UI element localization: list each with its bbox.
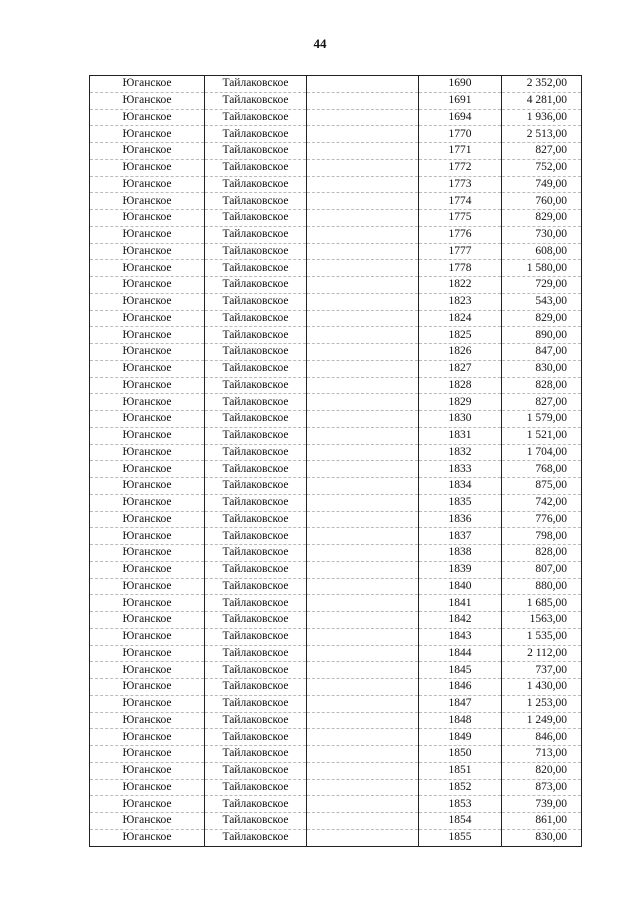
field-cell: Юганское — [90, 746, 205, 763]
blank-cell — [307, 712, 419, 729]
field-cell: Юганское — [90, 327, 205, 344]
table-row — [90, 76, 582, 93]
field-cell: Юганское — [90, 411, 205, 428]
blank-cell — [307, 511, 419, 528]
deposit-cell: Тайлаковское — [205, 126, 307, 143]
table-row — [90, 143, 582, 160]
deposit-cell: Тайлаковское — [205, 494, 307, 511]
deposit-cell: Тайлаковское — [205, 729, 307, 746]
amount-cell: 749,00 — [502, 176, 582, 193]
well-number-cell: 1824 — [419, 310, 502, 327]
blank-cell — [307, 411, 419, 428]
deposit-cell: Тайлаковское — [205, 293, 307, 310]
deposit-cell: Тайлаковское — [205, 645, 307, 662]
well-number-cell: 1829 — [419, 394, 502, 411]
amount-cell: 829,00 — [502, 210, 582, 227]
well-number-cell: 1835 — [419, 494, 502, 511]
deposit-cell: Тайлаковское — [205, 193, 307, 210]
table-row — [90, 796, 582, 813]
amount-cell: 861,00 — [502, 813, 582, 830]
blank-cell — [307, 578, 419, 595]
deposit-cell: Тайлаковское — [205, 779, 307, 796]
amount-cell: 1 535,00 — [502, 628, 582, 645]
field-cell: Юганское — [90, 226, 205, 243]
field-cell: Юганское — [90, 76, 205, 93]
well-number-cell: 1691 — [419, 92, 502, 109]
table-row — [90, 461, 582, 478]
deposit-cell: Тайлаковское — [205, 360, 307, 377]
deposit-cell: Тайлаковское — [205, 478, 307, 495]
blank-cell — [307, 813, 419, 830]
table-row — [90, 628, 582, 645]
field-cell: Юганское — [90, 561, 205, 578]
blank-cell — [307, 243, 419, 260]
table-row — [90, 260, 582, 277]
deposit-cell: Тайлаковское — [205, 796, 307, 813]
field-cell: Юганское — [90, 159, 205, 176]
table-row — [90, 695, 582, 712]
table-row — [90, 310, 582, 327]
amount-cell: 1 253,00 — [502, 695, 582, 712]
field-cell: Юганское — [90, 813, 205, 830]
deposit-cell: Тайлаковское — [205, 545, 307, 562]
table-row — [90, 595, 582, 612]
blank-cell — [307, 595, 419, 612]
table-row — [90, 293, 582, 310]
amount-cell: 827,00 — [502, 394, 582, 411]
table-row — [90, 511, 582, 528]
blank-cell — [307, 193, 419, 210]
blank-cell — [307, 327, 419, 344]
well-number-cell: 1847 — [419, 695, 502, 712]
blank-cell — [307, 176, 419, 193]
amount-cell: 829,00 — [502, 310, 582, 327]
deposit-cell: Тайлаковское — [205, 344, 307, 361]
table-row — [90, 561, 582, 578]
well-number-cell: 1827 — [419, 360, 502, 377]
blank-cell — [307, 561, 419, 578]
field-cell: Юганское — [90, 176, 205, 193]
well-number-cell: 1843 — [419, 628, 502, 645]
table-row — [90, 92, 582, 109]
blank-cell — [307, 427, 419, 444]
table-row — [90, 360, 582, 377]
deposit-cell: Тайлаковское — [205, 377, 307, 394]
deposit-cell: Тайлаковское — [205, 226, 307, 243]
table-row — [90, 779, 582, 796]
field-cell: Юганское — [90, 612, 205, 629]
table-row — [90, 478, 582, 495]
amount-cell: 875,00 — [502, 478, 582, 495]
field-cell: Юганское — [90, 779, 205, 796]
well-number-cell: 1837 — [419, 528, 502, 545]
deposit-cell: Тайлаковское — [205, 411, 307, 428]
field-cell: Юганское — [90, 427, 205, 444]
deposit-cell: Тайлаковское — [205, 159, 307, 176]
amount-cell: 739,00 — [502, 796, 582, 813]
table-row — [90, 226, 582, 243]
amount-cell: 890,00 — [502, 327, 582, 344]
amount-cell: 880,00 — [502, 578, 582, 595]
table-row — [90, 494, 582, 511]
table-row — [90, 545, 582, 562]
deposit-cell: Тайлаковское — [205, 813, 307, 830]
deposit-cell: Тайлаковское — [205, 561, 307, 578]
blank-cell — [307, 796, 419, 813]
deposit-cell: Тайлаковское — [205, 143, 307, 160]
table-body — [90, 76, 582, 847]
table-row — [90, 528, 582, 545]
amount-cell: 608,00 — [502, 243, 582, 260]
amount-cell: 1 430,00 — [502, 679, 582, 696]
blank-cell — [307, 762, 419, 779]
blank-cell — [307, 662, 419, 679]
table-row — [90, 612, 582, 629]
blank-cell — [307, 829, 419, 846]
field-cell: Юганское — [90, 695, 205, 712]
amount-cell: 830,00 — [502, 360, 582, 377]
field-cell: Юганское — [90, 210, 205, 227]
field-cell: Юганское — [90, 829, 205, 846]
deposit-cell: Тайлаковское — [205, 528, 307, 545]
table-row — [90, 210, 582, 227]
well-number-cell: 1840 — [419, 578, 502, 595]
table-row — [90, 729, 582, 746]
well-number-cell: 1772 — [419, 159, 502, 176]
deposit-cell: Тайлаковское — [205, 109, 307, 126]
well-number-cell: 1775 — [419, 210, 502, 227]
deposit-cell: Тайлаковское — [205, 243, 307, 260]
amount-cell: 737,00 — [502, 662, 582, 679]
field-cell: Юганское — [90, 729, 205, 746]
deposit-cell: Тайлаковское — [205, 444, 307, 461]
table-row — [90, 578, 582, 595]
table-row — [90, 176, 582, 193]
table-row — [90, 662, 582, 679]
field-cell: Юганское — [90, 360, 205, 377]
well-number-cell: 1823 — [419, 293, 502, 310]
well-number-cell: 1776 — [419, 226, 502, 243]
blank-cell — [307, 210, 419, 227]
blank-cell — [307, 444, 419, 461]
field-cell: Юганское — [90, 394, 205, 411]
well-number-cell: 1834 — [419, 478, 502, 495]
amount-cell: 730,00 — [502, 226, 582, 243]
well-number-cell: 1826 — [419, 344, 502, 361]
well-number-cell: 1833 — [419, 461, 502, 478]
well-number-cell: 1836 — [419, 511, 502, 528]
deposit-cell: Тайлаковское — [205, 662, 307, 679]
deposit-cell: Тайлаковское — [205, 595, 307, 612]
field-cell: Юганское — [90, 243, 205, 260]
table-row — [90, 394, 582, 411]
amount-cell: 846,00 — [502, 729, 582, 746]
well-number-cell: 1855 — [419, 829, 502, 846]
deposit-cell: Тайлаковское — [205, 578, 307, 595]
blank-cell — [307, 76, 419, 93]
table-row — [90, 377, 582, 394]
amount-cell: 828,00 — [502, 545, 582, 562]
deposit-cell: Тайлаковское — [205, 695, 307, 712]
table-row — [90, 411, 582, 428]
field-cell: Юганское — [90, 511, 205, 528]
field-cell: Юганское — [90, 293, 205, 310]
amount-cell: 2 112,00 — [502, 645, 582, 662]
field-cell: Юганское — [90, 494, 205, 511]
blank-cell — [307, 779, 419, 796]
deposit-cell: Тайлаковское — [205, 746, 307, 763]
field-cell: Юганское — [90, 143, 205, 160]
amount-cell: 1 580,00 — [502, 260, 582, 277]
table-row — [90, 829, 582, 846]
field-cell: Юганское — [90, 444, 205, 461]
well-number-cell: 1690 — [419, 76, 502, 93]
blank-cell — [307, 159, 419, 176]
table-row — [90, 444, 582, 461]
field-cell: Юганское — [90, 796, 205, 813]
well-number-cell: 1828 — [419, 377, 502, 394]
field-cell: Юганское — [90, 645, 205, 662]
wells-table — [89, 75, 582, 847]
blank-cell — [307, 260, 419, 277]
well-number-cell: 1841 — [419, 595, 502, 612]
blank-cell — [307, 628, 419, 645]
well-number-cell: 1774 — [419, 193, 502, 210]
well-number-cell: 1773 — [419, 176, 502, 193]
field-cell: Юганское — [90, 679, 205, 696]
blank-cell — [307, 729, 419, 746]
deposit-cell: Тайлаковское — [205, 679, 307, 696]
amount-cell: 798,00 — [502, 528, 582, 545]
field-cell: Юганское — [90, 92, 205, 109]
deposit-cell: Тайлаковское — [205, 461, 307, 478]
amount-cell: 1 521,00 — [502, 427, 582, 444]
well-number-cell: 1853 — [419, 796, 502, 813]
blank-cell — [307, 461, 419, 478]
deposit-cell: Тайлаковское — [205, 327, 307, 344]
blank-cell — [307, 612, 419, 629]
amount-cell: 776,00 — [502, 511, 582, 528]
blank-cell — [307, 344, 419, 361]
blank-cell — [307, 92, 419, 109]
deposit-cell: Тайлаковское — [205, 76, 307, 93]
blank-cell — [307, 377, 419, 394]
well-number-cell: 1822 — [419, 277, 502, 294]
table-row — [90, 109, 582, 126]
deposit-cell: Тайлаковское — [205, 427, 307, 444]
table-row — [90, 813, 582, 830]
field-cell: Юганское — [90, 545, 205, 562]
table-row — [90, 712, 582, 729]
blank-cell — [307, 126, 419, 143]
table-row — [90, 762, 582, 779]
field-cell: Юганское — [90, 712, 205, 729]
blank-cell — [307, 293, 419, 310]
field-cell: Юганское — [90, 762, 205, 779]
field-cell: Юганское — [90, 461, 205, 478]
amount-cell: 760,00 — [502, 193, 582, 210]
blank-cell — [307, 545, 419, 562]
deposit-cell: Тайлаковское — [205, 176, 307, 193]
blank-cell — [307, 360, 419, 377]
field-cell: Юганское — [90, 478, 205, 495]
amount-cell: 543,00 — [502, 293, 582, 310]
field-cell: Юганское — [90, 662, 205, 679]
well-number-cell: 1831 — [419, 427, 502, 444]
page-number: 44 — [313, 36, 327, 51]
field-cell: Юганское — [90, 344, 205, 361]
amount-cell: 827,00 — [502, 143, 582, 160]
deposit-cell: Тайлаковское — [205, 511, 307, 528]
table-row — [90, 159, 582, 176]
well-number-cell: 1849 — [419, 729, 502, 746]
blank-cell — [307, 494, 419, 511]
field-cell: Юганское — [90, 109, 205, 126]
amount-cell: 820,00 — [502, 762, 582, 779]
well-number-cell: 1846 — [419, 679, 502, 696]
field-cell: Юганское — [90, 528, 205, 545]
amount-cell: 1 685,00 — [502, 595, 582, 612]
deposit-cell: Тайлаковское — [205, 628, 307, 645]
well-number-cell: 1830 — [419, 411, 502, 428]
field-cell: Юганское — [90, 628, 205, 645]
blank-cell — [307, 143, 419, 160]
field-cell: Юганское — [90, 193, 205, 210]
amount-cell: 2 513,00 — [502, 126, 582, 143]
blank-cell — [307, 394, 419, 411]
deposit-cell: Тайлаковское — [205, 712, 307, 729]
amount-cell: 847,00 — [502, 344, 582, 361]
table-row — [90, 126, 582, 143]
amount-cell: 830,00 — [502, 829, 582, 846]
table-row — [90, 427, 582, 444]
well-number-cell: 1777 — [419, 243, 502, 260]
table-row — [90, 344, 582, 361]
deposit-cell: Тайлаковское — [205, 210, 307, 227]
blank-cell — [307, 645, 419, 662]
well-number-cell: 1832 — [419, 444, 502, 461]
table-row — [90, 679, 582, 696]
amount-cell: 752,00 — [502, 159, 582, 176]
well-number-cell: 1844 — [419, 645, 502, 662]
deposit-cell: Тайлаковское — [205, 762, 307, 779]
blank-cell — [307, 746, 419, 763]
table-row — [90, 746, 582, 763]
well-number-cell: 1848 — [419, 712, 502, 729]
blank-cell — [307, 310, 419, 327]
table-row — [90, 243, 582, 260]
well-number-cell: 1850 — [419, 746, 502, 763]
field-cell: Юганское — [90, 578, 205, 595]
amount-cell: 2 352,00 — [502, 76, 582, 93]
deposit-cell: Тайлаковское — [205, 310, 307, 327]
amount-cell: 1 936,00 — [502, 109, 582, 126]
amount-cell: 4 281,00 — [502, 92, 582, 109]
deposit-cell: Тайлаковское — [205, 612, 307, 629]
blank-cell — [307, 277, 419, 294]
deposit-cell: Тайлаковское — [205, 277, 307, 294]
table-row — [90, 277, 582, 294]
amount-cell: 1 579,00 — [502, 411, 582, 428]
deposit-cell: Тайлаковское — [205, 92, 307, 109]
blank-cell — [307, 226, 419, 243]
field-cell: Юганское — [90, 260, 205, 277]
table-row — [90, 327, 582, 344]
table-row — [90, 645, 582, 662]
blank-cell — [307, 695, 419, 712]
field-cell: Юганское — [90, 310, 205, 327]
well-number-cell: 1854 — [419, 813, 502, 830]
well-number-cell: 1852 — [419, 779, 502, 796]
well-number-cell: 1838 — [419, 545, 502, 562]
field-cell: Юганское — [90, 377, 205, 394]
amount-cell: 768,00 — [502, 461, 582, 478]
well-number-cell: 1851 — [419, 762, 502, 779]
well-number-cell: 1771 — [419, 143, 502, 160]
well-number-cell: 1825 — [419, 327, 502, 344]
amount-cell: 828,00 — [502, 377, 582, 394]
well-number-cell: 1839 — [419, 561, 502, 578]
blank-cell — [307, 478, 419, 495]
amount-cell: 742,00 — [502, 494, 582, 511]
field-cell: Юганское — [90, 595, 205, 612]
deposit-cell: Тайлаковское — [205, 260, 307, 277]
well-number-cell: 1778 — [419, 260, 502, 277]
blank-cell — [307, 679, 419, 696]
well-number-cell: 1694 — [419, 109, 502, 126]
amount-cell: 713,00 — [502, 746, 582, 763]
deposit-cell: Тайлаковское — [205, 829, 307, 846]
amount-cell: 807,00 — [502, 561, 582, 578]
table-row — [90, 193, 582, 210]
well-number-cell: 1770 — [419, 126, 502, 143]
amount-cell: 1 249,00 — [502, 712, 582, 729]
blank-cell — [307, 109, 419, 126]
blank-cell — [307, 528, 419, 545]
amount-cell: 873,00 — [502, 779, 582, 796]
amount-cell: 729,00 — [502, 277, 582, 294]
amount-cell: 1 704,00 — [502, 444, 582, 461]
well-number-cell: 1845 — [419, 662, 502, 679]
field-cell: Юганское — [90, 126, 205, 143]
deposit-cell: Тайлаковское — [205, 394, 307, 411]
field-cell: Юганское — [90, 277, 205, 294]
well-number-cell: 1842 — [419, 612, 502, 629]
amount-cell: 1563,00 — [502, 612, 582, 629]
